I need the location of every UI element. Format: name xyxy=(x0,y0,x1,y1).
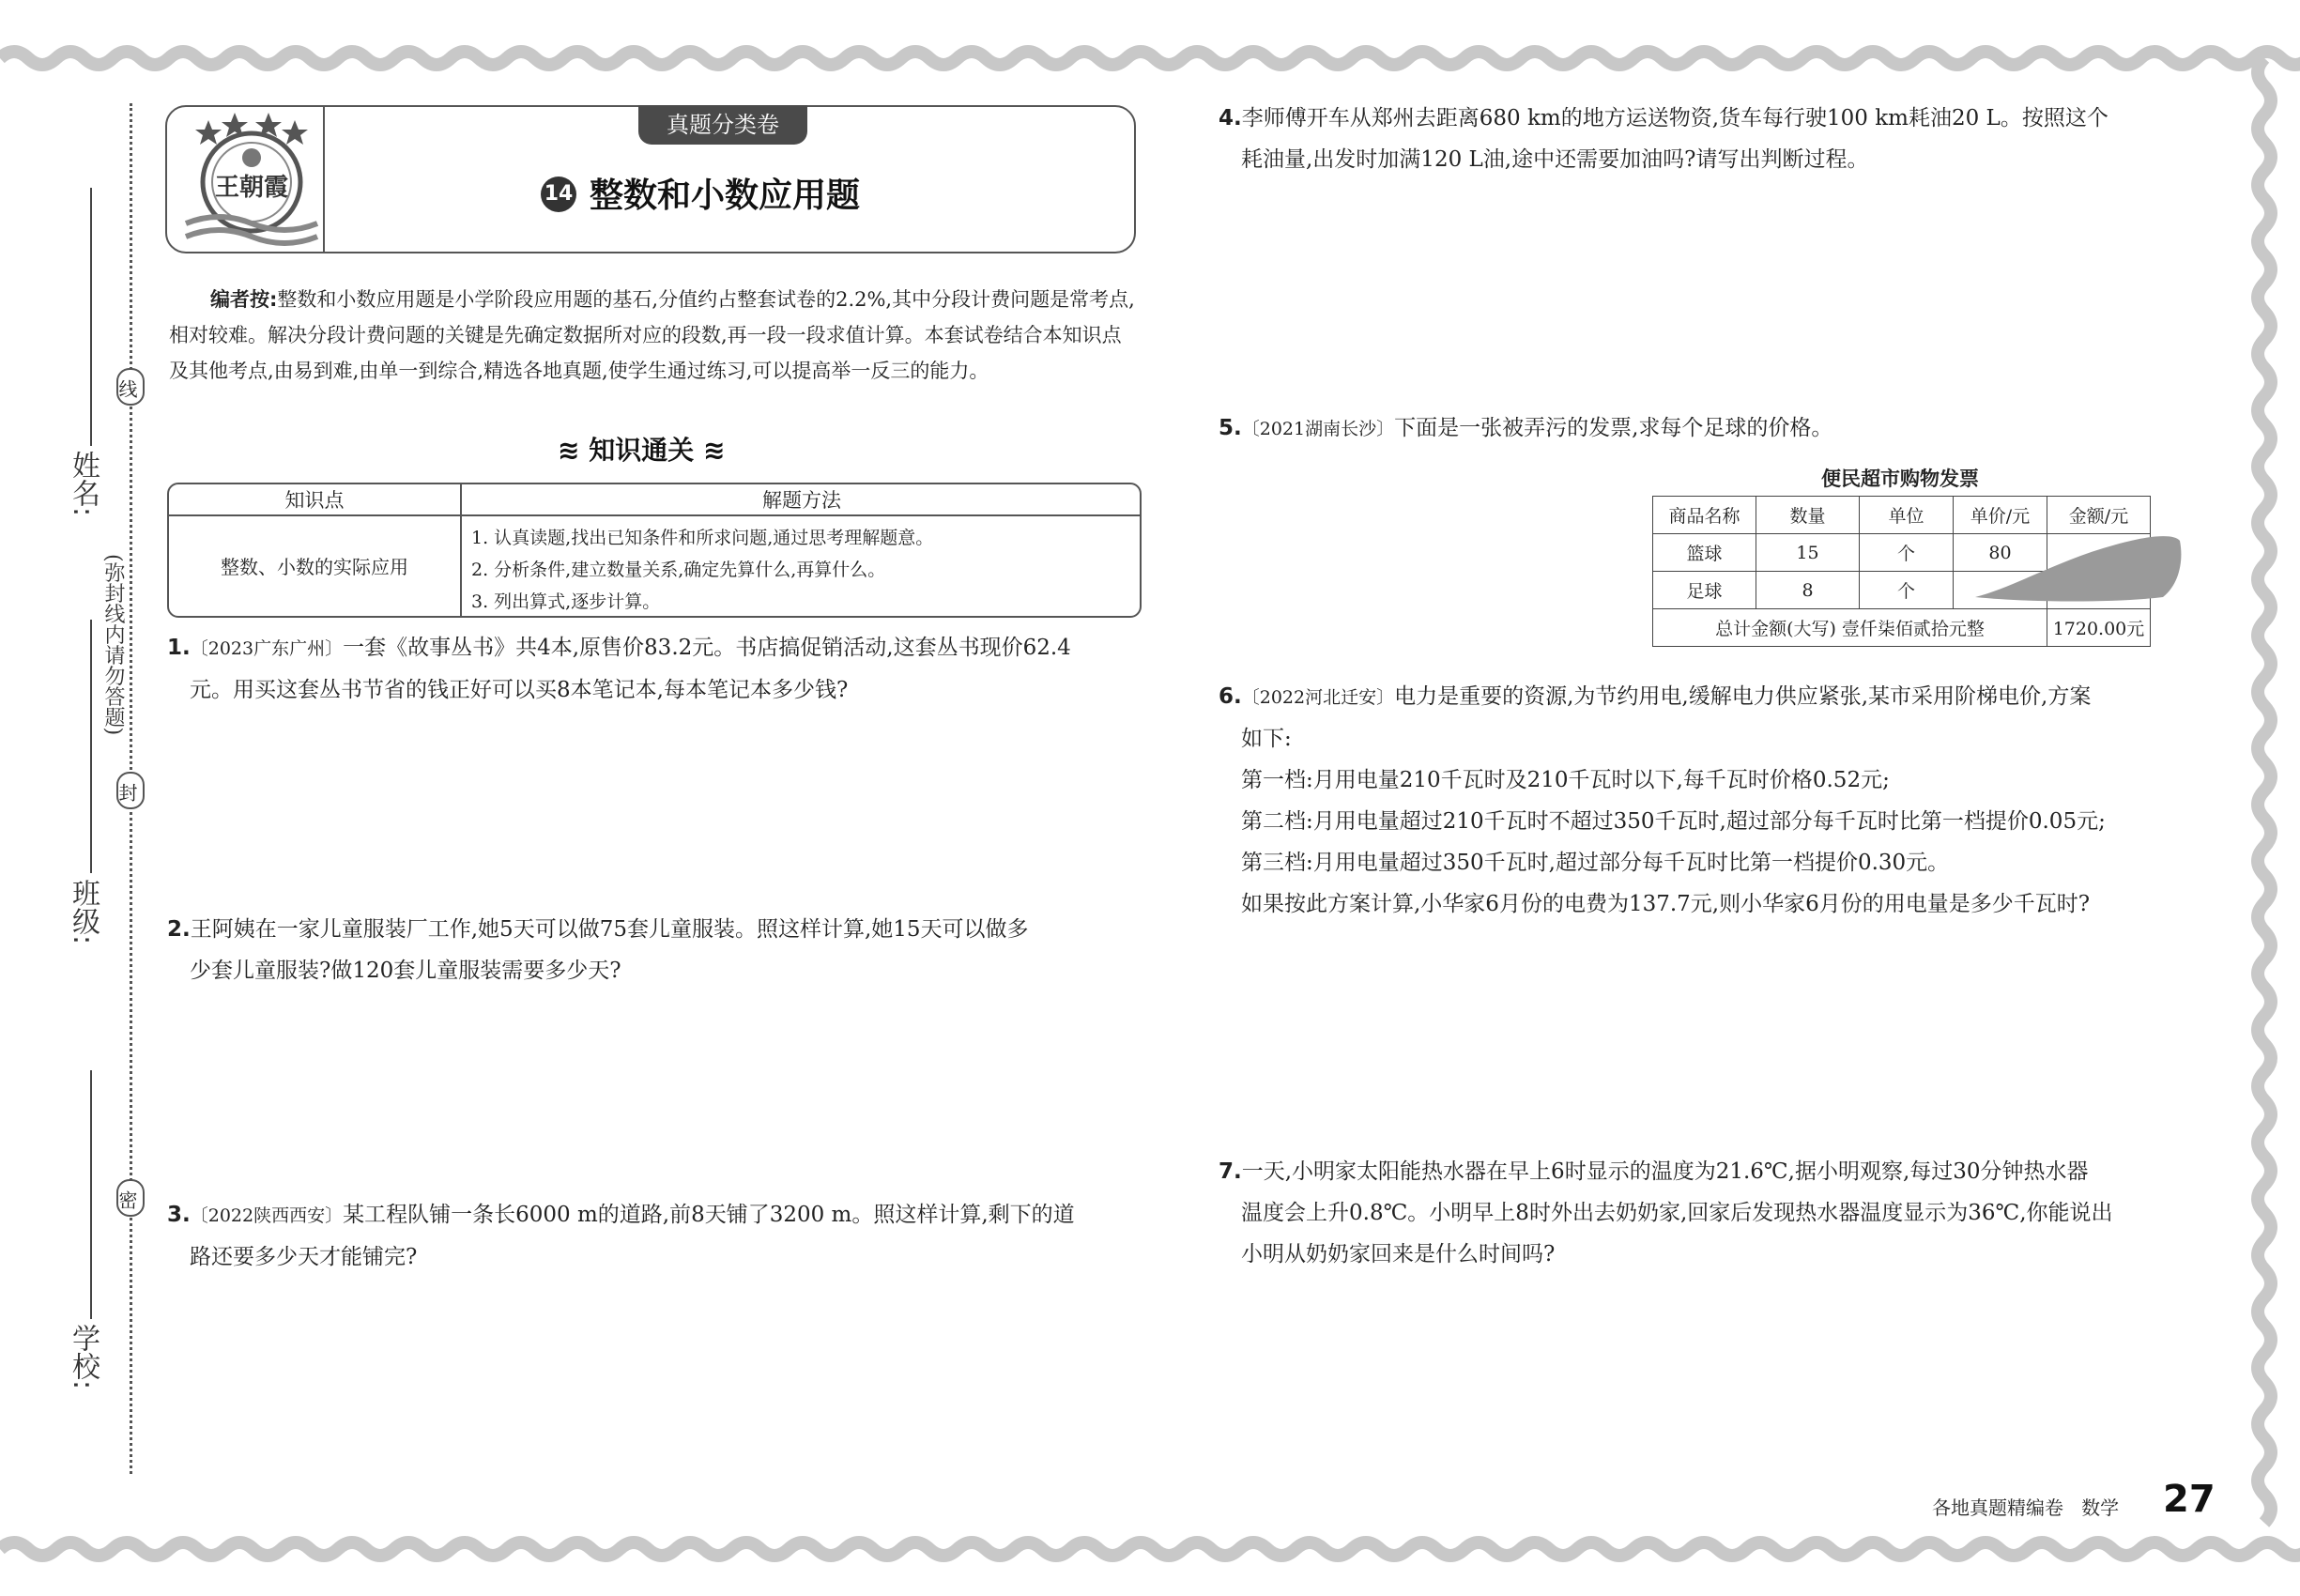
invoice-cell: 篮球 xyxy=(1653,534,1756,572)
brand-logo xyxy=(176,109,327,250)
question-text: 下面是一张被弄污的发票,求每个足球的价格。 xyxy=(1394,416,1833,440)
unit-number-badge: 14 xyxy=(541,176,576,212)
knowledge-topic: 整数、小数的实际应用 xyxy=(221,556,408,578)
question-number: 1. xyxy=(167,636,191,660)
question-number: 3. xyxy=(167,1203,191,1227)
invoice-title: 便民超市购物发票 xyxy=(1821,468,1979,490)
question-2 xyxy=(167,909,1143,991)
invoice-cell: 80 xyxy=(1954,534,2047,572)
footer-series: 各地真题精编卷 数学 xyxy=(1932,1496,2120,1519)
name-label: 姓名: xyxy=(67,451,100,517)
question-text: 第二档:月用电量超过210千瓦时不超过350千瓦时,超过部分每千瓦时比第一档提价0.05元; xyxy=(1241,809,2106,834)
editor-note-label: 编者按: xyxy=(210,288,278,311)
question-text: 第三档:月用电量超过350千瓦时,超过部分每千瓦时比第一档提价0.30元。 xyxy=(1241,851,1950,875)
invoice-cell: 个 xyxy=(1860,534,1954,572)
class-field[interactable] xyxy=(90,620,92,873)
invoice-total-row xyxy=(1653,609,2151,647)
question-number: 4. xyxy=(1219,106,1242,130)
question-text: 温度会上升0.8℃。小明早上8时外出去奶奶家,回家后发现热水器温度显示为36℃,你能说出 xyxy=(1241,1201,2113,1225)
editor-note xyxy=(169,282,1136,389)
question-text: 第一档:月用电量210千瓦时及210千瓦时以下,每千瓦时价格0.52元; xyxy=(1241,768,1890,792)
question-4 xyxy=(1219,98,2195,180)
binding-strip xyxy=(0,0,160,1596)
invoice-total-value: 1720.00元 xyxy=(2047,609,2151,647)
invoice-cell: 8 xyxy=(1756,572,1860,609)
knowledge-table-header xyxy=(169,484,1140,516)
invoice-header: 商品名称 xyxy=(1653,497,1756,534)
question-number: 7. xyxy=(1219,1159,1242,1184)
class-label: 班级: xyxy=(67,879,100,945)
question-text: 如下: xyxy=(1241,727,1292,751)
question-source: 〔2022陕西西安〕 xyxy=(190,1205,344,1226)
invoice-header: 数量 xyxy=(1756,497,1860,534)
col-knowledge-point: 知识点 xyxy=(284,489,345,512)
section-heading: ≋ 知识通关 ≋ xyxy=(558,435,726,466)
question-text: 耗油量,出发时加满120 L油,途中还需要加油吗?请写出判断过程。 xyxy=(1241,147,1869,172)
question-source: 〔2023广东广州〕 xyxy=(190,638,344,659)
seal-mark-secret: 密 xyxy=(116,1179,145,1217)
invoice-total-label: 总计金额(大写) 壹仟柒佰贰拾元整 xyxy=(1653,609,2047,647)
question-source: 〔2021湖南长沙〕 xyxy=(1241,419,1395,439)
invoice-header-row xyxy=(1653,497,2151,534)
question-number: 6. xyxy=(1219,684,1242,709)
page-number: 27 xyxy=(2163,1478,2216,1521)
method-list xyxy=(471,522,1128,618)
seal-note: (弥封线内请勿答题) xyxy=(101,554,125,736)
header-divider xyxy=(323,105,325,253)
question-text: 路还要多少天才能铺完? xyxy=(190,1245,418,1269)
question-7 xyxy=(1219,1151,2204,1275)
method-item: 2. 分析条件,建立数量关系,确定先算什么,再算什么。 xyxy=(471,560,886,580)
question-text: 李师傅开车从郑州去距离680 km的地方运送物资,货车每行驶100 km耗油20 L。按照这个 xyxy=(1241,106,2108,130)
table-divider xyxy=(460,484,462,616)
seal-mark-seal: 封 xyxy=(116,772,145,809)
invoice-cell: 足球 xyxy=(1653,572,1756,609)
name-field[interactable] xyxy=(90,188,92,446)
invoice-header: 单位 xyxy=(1860,497,1954,534)
invoice-cell: 15 xyxy=(1756,534,1860,572)
question-text: 某工程队铺一条长6000 m的道路,前8天铺了3200 m。照这样计算,剩下的道 xyxy=(343,1203,1075,1227)
invoice-header: 金额/元 xyxy=(2047,497,2151,534)
question-text: 一套《故事丛书》共4本,原售价83.2元。书店搞促销活动,这套丛书现价62.4 xyxy=(343,636,1071,660)
editor-note-text: 整数和小数应用题是小学阶段应用题的基石,分值约占整套试卷的2.2%,其中分段计费问题是常考点,相对较难。解决分段计费问题的关键是先确定数据所对应的段数,再一段一段求值计算。本套试卷结合本知识点及其他考点,由易到难,由单一到综合,精选各地真题,使学生通过练习,可以提高举一反三的能力。 xyxy=(169,288,1135,382)
question-text: 电力是重要的资源,为节约用电,缓解电力供应紧张,某市采用阶梯电价,方案 xyxy=(1394,684,2092,709)
invoice-header: 单价/元 xyxy=(1954,497,2047,534)
question-5 xyxy=(1219,407,2195,450)
ink-stain xyxy=(1975,531,2182,603)
question-source: 〔2022河北迁安〕 xyxy=(1241,687,1395,708)
invoice-cell: 个 xyxy=(1860,572,1954,609)
method-item: 3. 列出算式,逐步计算。 xyxy=(471,591,661,612)
question-text: 如果按此方案计算,小华家6月份的电费为137.7元,则小华家6月份的用电量是多少千瓦时? xyxy=(1241,892,2091,916)
question-3 xyxy=(167,1194,1143,1278)
school-label: 学校: xyxy=(67,1324,100,1390)
knowledge-table xyxy=(167,483,1142,618)
question-text: 少套儿童服装?做120套儿童服装需要多少天? xyxy=(190,959,621,983)
question-text: 一天,小明家太阳能热水器在早上6时显示的温度为21.6℃,据小明观察,每过30分钟热水器 xyxy=(1241,1159,2089,1184)
page-title: 整数和小数应用题 xyxy=(590,176,861,215)
seal-mark-line: 线 xyxy=(116,368,145,406)
question-text: 小明从奶奶家回来是什么时间吗? xyxy=(1241,1242,1556,1266)
school-field[interactable] xyxy=(90,1070,92,1319)
question-text: 王阿姨在一家儿童服装厂工作,她5天可以做75套儿童服装。照这样计算,她15天可以做多 xyxy=(190,917,1029,942)
question-number: 2. xyxy=(167,917,191,942)
method-item: 1. 认真读题,找出已知条件和所求问题,通过思考理解题意。 xyxy=(471,528,934,548)
series-tag: 真题分类卷 xyxy=(638,105,807,145)
svg-text:王朝霞: 王朝霞 xyxy=(214,174,289,202)
question-text: 元。用买这套丛书节省的钱正好可以买8本笔记本,每本笔记本多少钱? xyxy=(190,678,849,702)
question-6 xyxy=(1219,676,2204,925)
question-1 xyxy=(167,627,1143,711)
col-method: 解题方法 xyxy=(762,489,841,512)
question-number: 5. xyxy=(1219,416,1242,440)
